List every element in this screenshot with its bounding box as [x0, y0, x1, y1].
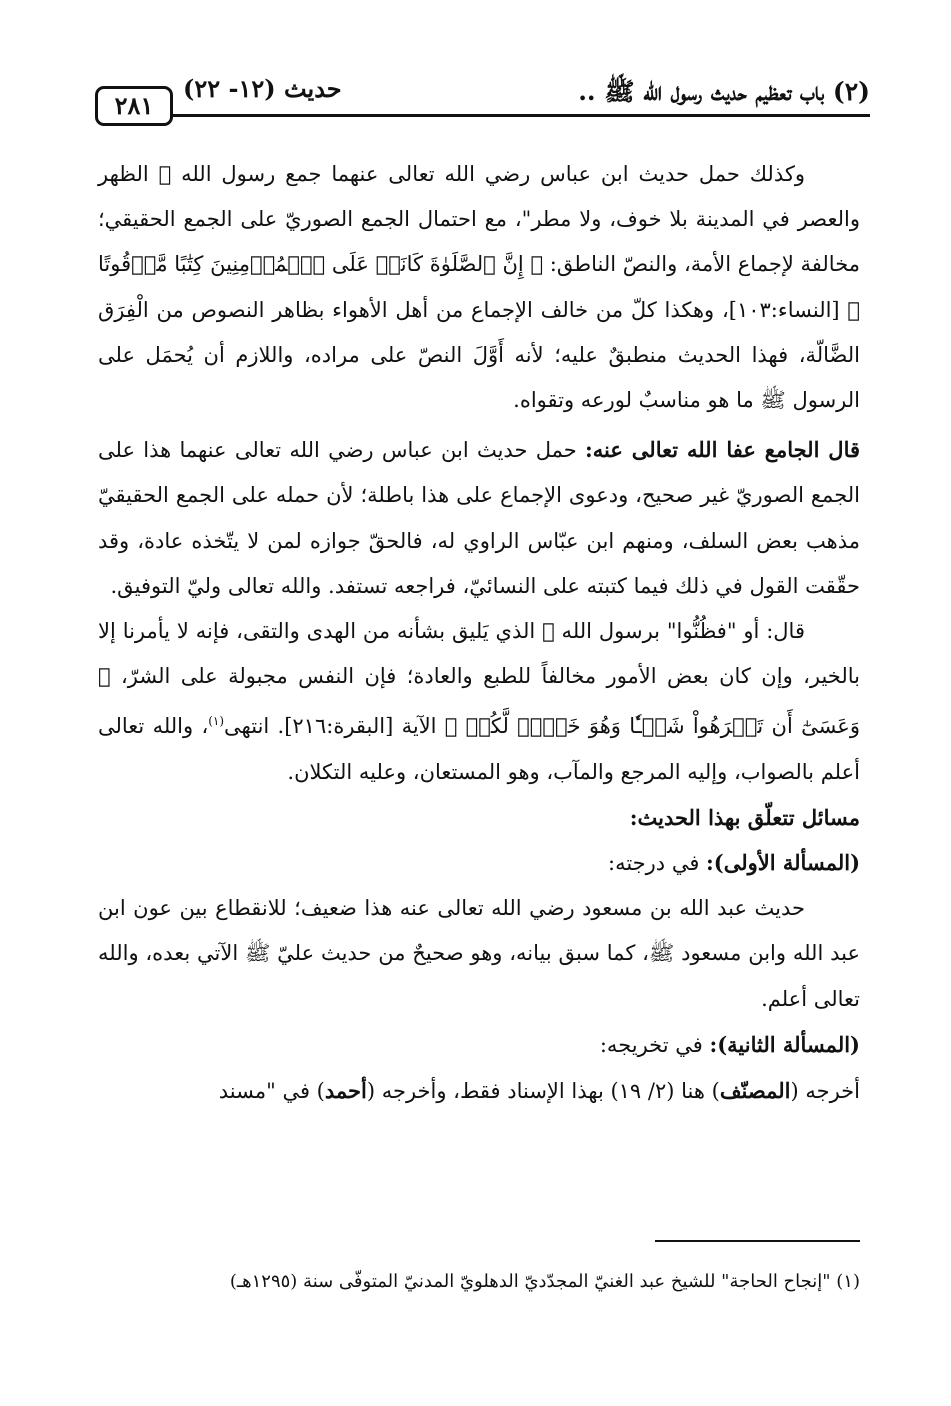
page-header: [95, 74, 870, 134]
issue-2-subtitle: في تخريجه:: [599, 1032, 710, 1057]
issue-2-title: (المسألة الثانية):: [709, 1031, 860, 1057]
issue-1-heading: [98, 840, 860, 886]
header-rule: [165, 114, 870, 117]
paragraph-2: [98, 427, 860, 609]
page-body: [98, 152, 860, 1114]
issue-1-title: (المسألة الأولى):: [706, 850, 860, 876]
issue-1-subtitle: في درجته:: [608, 851, 707, 876]
section-heading: مسائل تتعلّق بهذا الحديث:: [629, 804, 860, 830]
paragraph-3-text-b: ، والله تعالى أعلم بالصواب، وإليه المرجع والمآب، وهو المستعان، وعليه التكلان.: [98, 714, 860, 784]
chapter-title: (٢) باب تعظيم حديث رسول الله ﷺ ..: [578, 77, 870, 106]
paragraph-1: وكذلك حمل حديث ابن عباس رضي الله تعالى عنهما جمع رسول الله ﷺ الظهر والعصر في المدينة بلا خوف، ولا مطر"، مع احتمال الجمع الصوريّ على الجمع الحقيقي؛ مخالفة لإجماع الأمة، والنصّ الناطق: ﴿ إِنَّ ٱلصَّلَوٰةَ كَانَتۡ عَلَى ٱلۡمُؤۡمِنِينَ كِتَٰبًا مَّوۡقُوتًا ﴾ [النساء:١٠٣]، وهكذا كلّ من خالف الإجماع من أهل الأهواء بظاهر النصوص من الْفِرَق الضَّالّة، فهذا الحديث منطبقٌ عليه؛ لأنه أَوَّلَ النصّ على مراده، واللازم أن يُحمَل على الرسول ﷺ ما هو مناسبٌ لورعه وتقواه.: [98, 162, 860, 413]
footnote: (١) "إنجاح الحاجة" للشيخ عبد الغنيّ المجدّديّ الدهلويّ المدنيّ المتوفّى سنة (١٢٩٥هـ): [229, 1271, 860, 1292]
footnote-rule: [655, 1240, 860, 1242]
issue-2-text-b: ) هنا (٢/ ١٩) بهذا الإسناد فقط، وأخرجه (: [366, 1079, 720, 1104]
paragraph-3-text-a: قال: أو "فظُنُّوا" برسول الله ﷺ الذي يَليق بشأنه من الهدى والتقى، فإنه لا يأمرنا إلا بالخير، وإن كان بعض الأمور مخالفاً للطبع والعادة؛ فإن النفس مجبولة على الشرّ، ﴿ وَعَسَىٰٓ أَن تَكۡرَهُواْ شَيۡـٔٗا وَهُوَ خَيۡرٞ لَّكُمۡ ﴾ الآية [البقرة:٢١٦]. انتهى: [98, 619, 860, 739]
issue-2-text-a: أخرجه (: [790, 1079, 860, 1104]
issue-2-heading: [98, 1022, 860, 1068]
page-number: ٢٨١: [95, 86, 173, 126]
paragraph-3: [98, 609, 860, 795]
musannif-label: المصنّف: [719, 1078, 791, 1104]
issue-1-text: حديث عبد الله بن مسعود رضي الله تعالى عنه هذا ضعيف؛ للانقطاع بين عون ابن عبد الله وابن مسعود ﷺ، كما سبق بيانه، وهو صحيحٌ من حديث عليّ ﷺ الآتي بعده، والله تعالى أعلم.: [98, 896, 860, 1011]
paragraph-2-text: حمل حديث ابن عباس رضي الله تعالى عنهما هذا على الجمع الصوريّ غير صحيح، ودعوى الإجماع على هذا باطلة؛ لأن حمله على الجمع الحقيقيّ مذهب بعض السلف، ومنهم ابن عبّاس الراوي له، فالحقّ جوازه لمن لا يتّخذه عادة، وقد حقّقت القول في ذلك فيما كتبته على النسائيّ، فراجعه تستفد. والله تعالى وليّ التوفيق.: [98, 438, 860, 598]
footnote-marker: (١): [208, 714, 225, 729]
issue-2-text: [98, 1068, 860, 1114]
ahmad-label: أحمد: [324, 1078, 367, 1104]
issue-2-text-c: ) في "مسند: [218, 1079, 325, 1104]
compiler-remark-label: قال الجامع عفا الله تعالى عنه:: [585, 437, 861, 463]
hadith-range: حديث (١٢- ٢٢): [183, 74, 342, 103]
